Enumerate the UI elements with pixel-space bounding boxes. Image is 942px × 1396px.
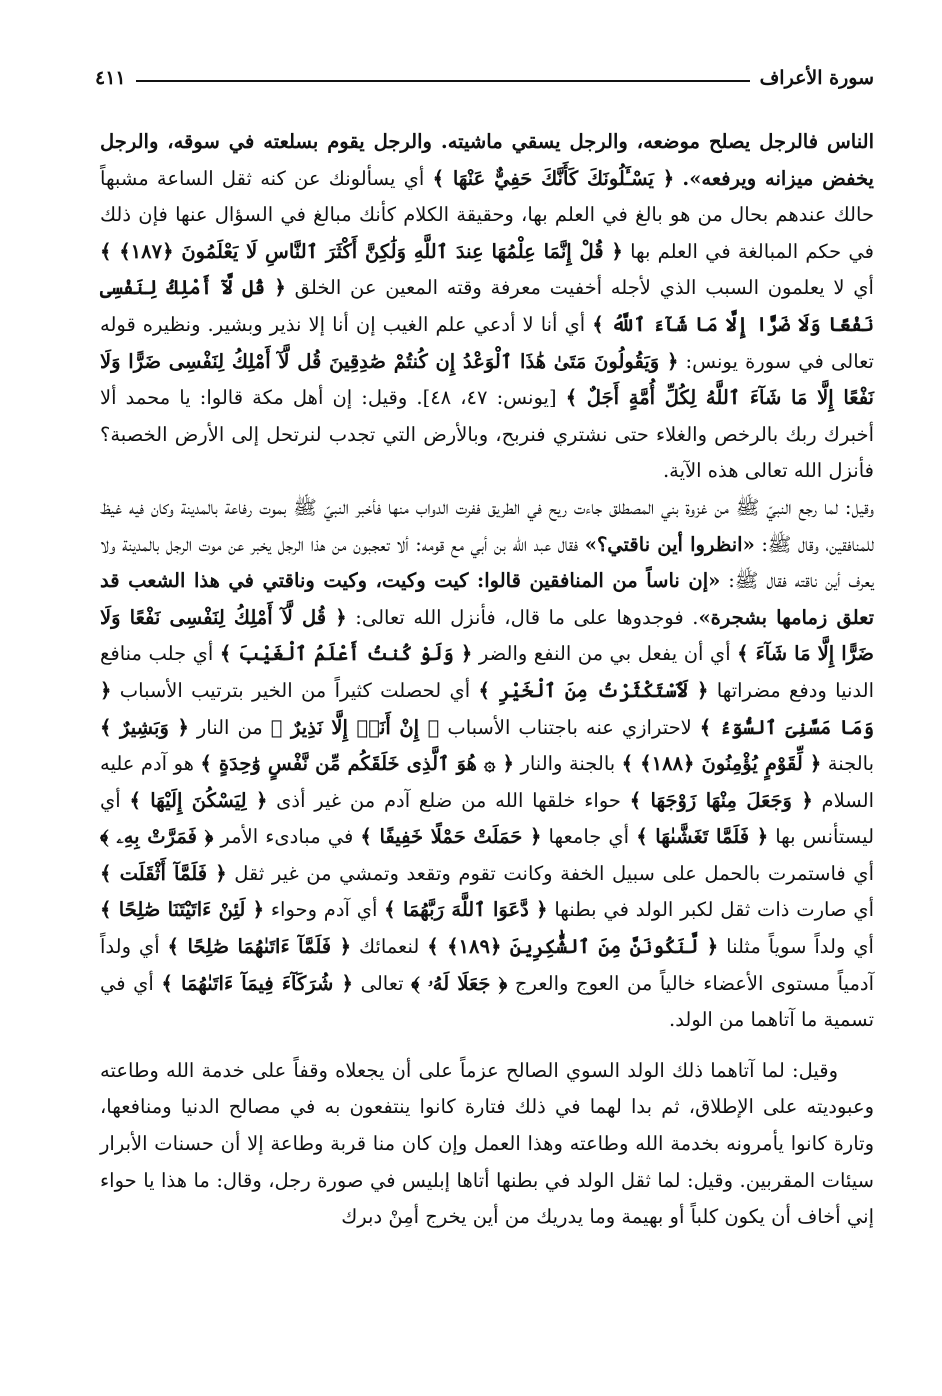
commentary-text: بالجنة والنار [513, 752, 622, 776]
commentary-text: [يونس: ٤٧، ٤٨]. وقيل: إن أهل مكة قالوا: يا محمد ألا أخبرك ربك بالرخص والغلاء حتى نشتري فنربح، وبالأرض التي تجدب لنرتحل إلى الأرض الخصبة؟ فأنزل الله تعالى هذه الآية. [100, 386, 874, 483]
page-header [95, 58, 874, 98]
quran-verse: ﴿ قُل لَّآ أَمْلِكُ لِنَفْسِى نَفْعًا وَلَا ضَرًّا إِلَّا مَا شَآءَ ٱللَّهُ ﴾ [100, 276, 874, 336]
quran-verse: ﴿ فَلَمَّآ أَثْقَلَت ﴾ [100, 861, 227, 885]
paragraph [100, 124, 874, 490]
quran-verse: ﴿ إِنْ أَنَا۠ إِلَّا نَذِيرٌ ﴾ [270, 715, 440, 739]
quran-verse: ﴿ لَّنَكُونَنَّ مِنَ ٱلشَّٰكِرِينَ ﴿١٨٩﴾ ﴾ [427, 935, 719, 959]
quran-verse: ﴿ وَبَشِيرٌ ﴾ [100, 715, 189, 739]
paragraph [100, 490, 874, 1039]
commentary-text: . فوجدوها على ما قال، فأنزل الله تعالى: [346, 605, 699, 629]
quran-verse: ﴿ فَمَرَّتْ بِهِۦ ﴾ [100, 825, 214, 849]
page-body [100, 124, 874, 1236]
commentary-text: أي صارت ذات ثقل لكبر الولد في بطنها [547, 898, 874, 922]
quran-verse: ﴿ لِيَسْكُنَ إِلَيْهَا ﴾ [129, 788, 268, 812]
commentary-text: أي أنا لا أدعي علم الغيب إن أنا إلا نذير وبشير. ونظيره قوله تعالى في سورة يونس: [100, 312, 874, 373]
commentary-text: أي ولداً آدمياً مستوى الأعضاء خالياً من العوج والعرج [100, 935, 875, 995]
quran-verse: ﴿ وَجَعَلَ مِنْهَا زَوْجَهَا ﴾ [629, 788, 813, 812]
commentary-text: أي ليستأنس بها [100, 788, 875, 849]
quran-verse: ﴿ ۞ هُوَ ٱلَّذِى خَلَقَكُم مِّن نَّفْسٍ وَٰحِدَةٍ ﴾ [200, 752, 514, 776]
commentary-text: أي جلب منافع الدنيا ودفع مضراتها [100, 642, 874, 702]
commentary-text: وقيل: لما آتاهما ذلك الولد السوي الصالح عزماً على أن يجعلاه وقفاً على خدمة الله وطاعته وعبوديته على الإطلاق، ثم بدا لهما في ذلك فتارة كانوا ينتفعون به في مصالح الدنيا ومنافعها، وتارة كانوا يأمرونه بخدمة الله وطاعته وهذا العمل وإن كان منا قربة وطاعة إلا أن حسنات الأبرار سيئات المقربين. وقيل: لما ثقل الولد في بطنها أتاها إبليس في صورة رجل، وقال: ما هذا يا حواء إني أخاف أن يكون كلباً أو بهيمة وما يدريك من أين يخرج أمِنْ دبرك [100, 1058, 874, 1229]
commentary-text: وقيل: لما رجع النبيّ ﷺ من غزوة بني المصطلق جاءت ريح في الطريق ففرت الدواب منها فأخبر النبيّ ﷺ بموت رفاعة بالمدينة وكان فيه غيظ للمنافقين، وقال ﷺ: [100, 495, 874, 556]
quran-verse: ﴿ لِّقَوْمٍ يُؤْمِنُونَ ﴿١٨٨﴾ ﴾ [621, 752, 822, 776]
commentary-text: أي لحصلت كثيراً من الخير بترتيب الأسباب [111, 678, 479, 702]
commentary-text: في مبادىء الأمر [213, 825, 361, 849]
commentary-text: من النار [188, 715, 271, 739]
commentary-text: لاحترازي عنه باجتناب الأسباب [439, 715, 700, 739]
commentary-text: بالجنة [821, 752, 874, 776]
quran-verse: ﴿ شُرَكَآءَ فِيمَآ ءَاتَىٰهُمَا ﴾ [161, 971, 353, 995]
commentary-text: أي لا يعلمون السبب الذي لأجله أخفيت معرفة وقته المعين عن الخلق [285, 276, 874, 300]
quran-verse: ﴿ وَلَوْ كُنتُ أَعْلَمُ ٱلْغَيْبَ ﴾ [219, 642, 473, 666]
commentary-text: فقال عبد الله بن أبي مع قومه: ألا تعجبون من هذا الرجل يخبر عن موت الرجل بالمدينة ولا يعرف أين ناقته فقال ﷺ: [100, 532, 875, 593]
page-number: ٤١١ [95, 67, 126, 89]
quran-verse: ﴿ وَمَا مَسَّنِىَ ٱلسُّوٓءُ ﴾ [100, 678, 875, 739]
commentary-text: أي ولداً سوياً مثلنا [718, 935, 874, 959]
commentary-text: تعالى [352, 971, 412, 995]
quran-verse: ﴿ وَيَقُولُونَ مَتَىٰ هَٰذَا ٱلْوَعْدُ إِن كُنتُمْ صَٰدِقِينَ قُل لَّآ أَمْلِكُ لِنَفْسِى ضَرًّا وَلَا نَفْعًا إِلَّا مَا شَآءَ ٱللَّهُ لِكُلِّ أُمَّةٍ أَجَلٌ ﴾ [100, 349, 874, 410]
paragraph [100, 1053, 874, 1236]
commentary-text: أي فاستمرت بالحمل على سبيل الخفة وكانت تقوم وتقعد وتمشي من غير ثقل [226, 861, 874, 885]
commentary-text: أي جامعها [541, 825, 637, 849]
quran-verse: ﴿ فَلَمَّآ ءَاتَىٰهُمَا صَٰلِحًا ﴾ [167, 935, 352, 959]
hadith-quote: «انظروا أين ناقتي؟» [584, 532, 755, 556]
quran-verse: ﴿ يَسْـَٔلُونَكَ كَأَنَّكَ حَفِيٌّ عَنْهَا ﴾ [432, 166, 675, 190]
quran-verse: ﴿ قُلْ إِنَّمَا عِلْمُهَا عِندَ ٱللَّهِ وَلَٰكِنَّ أَكْثَرَ ٱلنَّاسِ لَا يَعْلَمُونَ ﴿١٨٧﴾ ﴾ [100, 239, 623, 263]
quran-verse: ﴿ لَئِنْ ءَاتَيْتَنَا صَٰلِحًا ﴾ [100, 898, 265, 922]
quran-verse: ﴿ دَّعَوَا ٱللَّهَ رَبَّهُمَا ﴾ [384, 898, 548, 922]
header-rule [136, 80, 750, 82]
commentary-text: هو آدم عليه السلام [100, 752, 874, 812]
commentary-text: أي أن يفعل بي من النفع والضر [472, 642, 738, 666]
hadith-quote: «إن ناساً من المنافقين قالوا: كيت وكيت، وكيت وناقتي في هذا الشعب قد تعلق زمامها بشجرة» [100, 569, 875, 629]
quran-verse: ﴿ فَلَمَّا تَغَشَّىٰهَا ﴾ [636, 825, 769, 849]
quran-verse: ﴿ حَمَلَتْ حَمْلًا خَفِيفًا ﴾ [360, 825, 542, 849]
commentary-text: أي آدم وحواء [264, 898, 385, 922]
commentary-text: أي يسألونك عن كنه ثقل الساعة مشبهاً حالك عندهم بحال من هو بالغ في العلم بها، وحقيقة الكلام كأنك مبالغ في السؤال عنها فإن ذلك في حكم المبالغة في العلم بها [100, 166, 874, 263]
hadith-quote: الناس فالرجل يصلح موضعه، والرجل يسقي ماشيته. والرجل يقوم بسلعته في سوقه، والرجل يخفض ميزانه ويرفعه». [100, 130, 874, 190]
commentary-text: حواء خلقها الله من ضلع آدم من غير أذى [267, 788, 630, 812]
commentary-text: لنعمائك [351, 935, 428, 959]
commentary-text: أي في تسمية ما آتاهما من الولد. [100, 971, 874, 1032]
quran-verse: ﴿ لَٱسْتَكْثَرْتُ مِنَ ٱلْخَيْرِ ﴾ [478, 678, 709, 702]
surah-title: سورة الأعراف [759, 67, 874, 89]
quran-verse: ﴿ قُل لَّآ أَمْلِكُ لِنَفْسِى نَفْعًا وَلَا ضَرًّا إِلَّا مَا شَآءَ ﴾ [100, 605, 874, 666]
quran-verse: ﴿ جَعَلَا لَهُۥ ﴾ [411, 971, 508, 995]
